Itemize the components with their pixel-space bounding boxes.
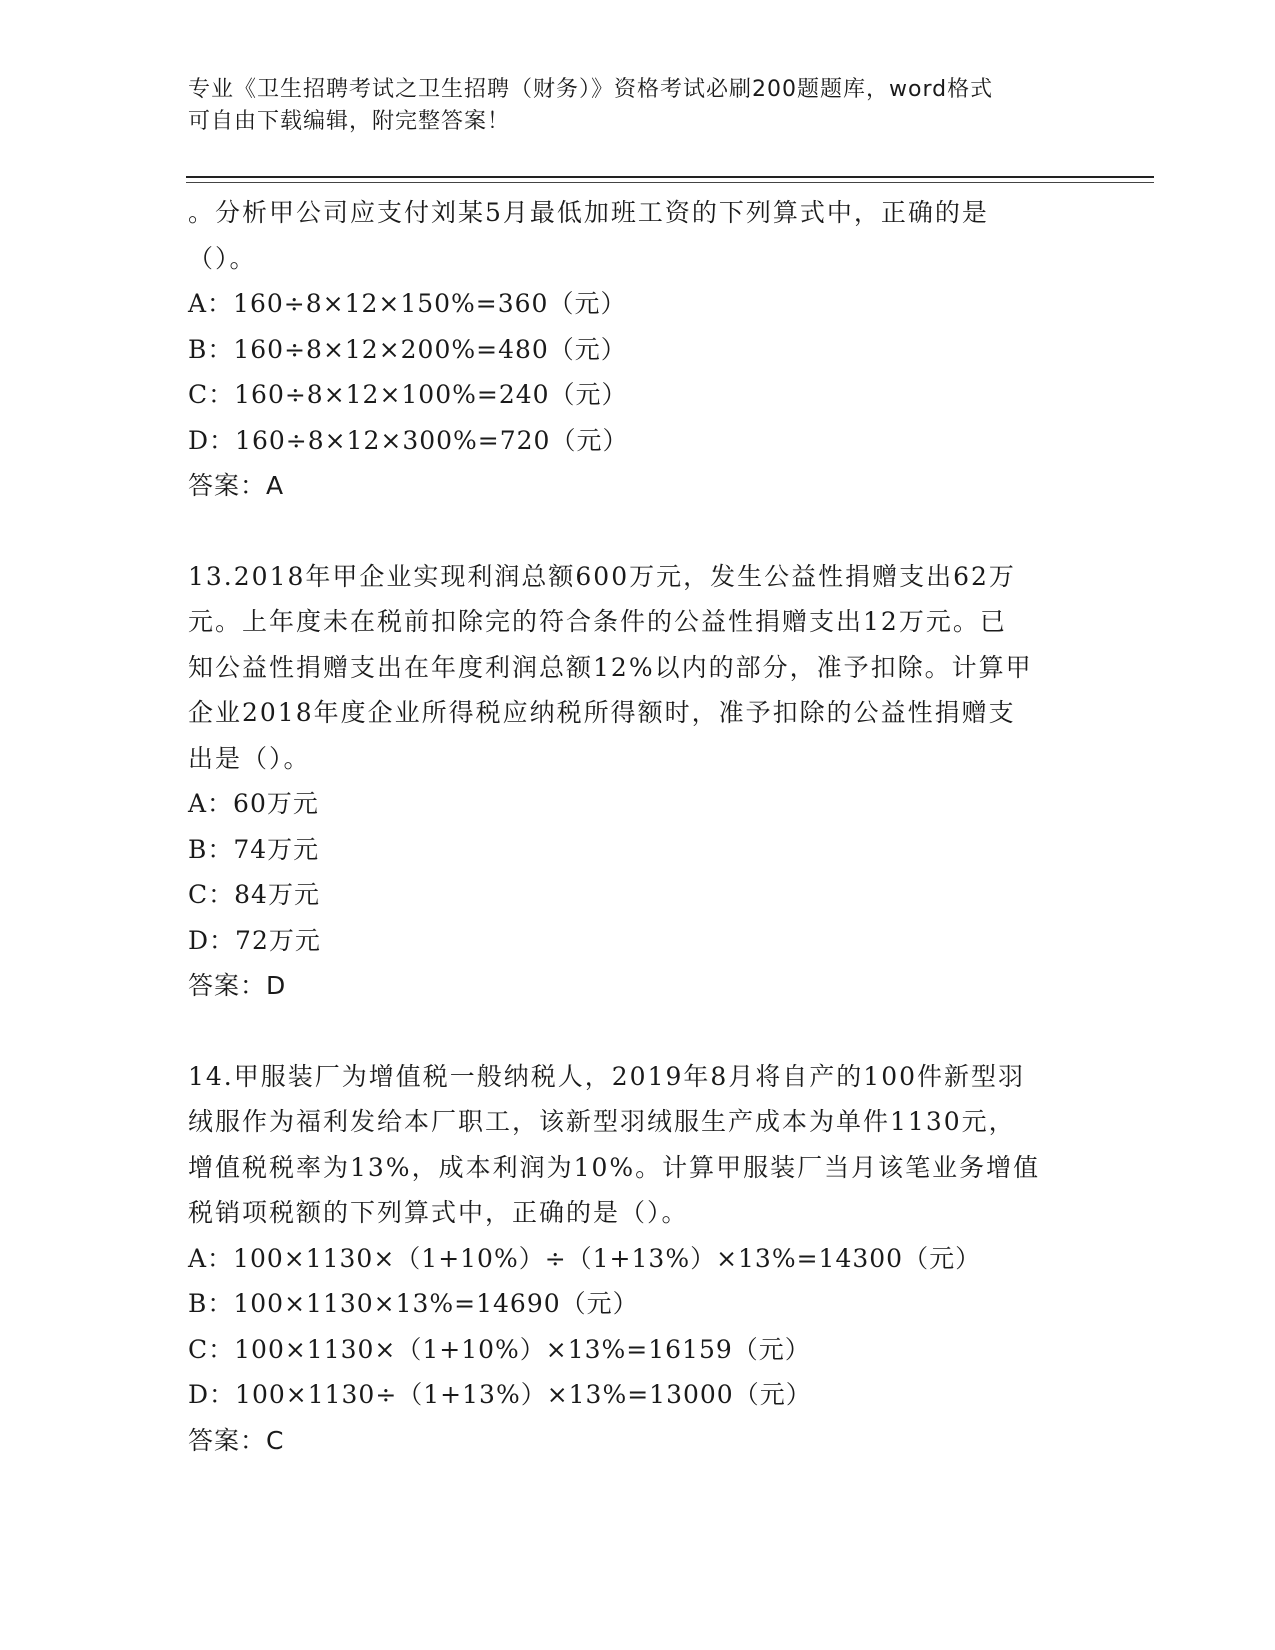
answer: 答案：D	[188, 971, 287, 1000]
question-list	[188, 190, 1088, 1463]
document-header	[188, 74, 1088, 138]
question-stem-line: 出是（）。	[188, 743, 311, 773]
option-a: A：100×1130×（1+10%）÷（1+13%）×13%=14300（元）	[188, 1243, 982, 1273]
question-stem-line: 14.甲服装厂为增值税一般纳税人，2019年8月将自产的100件新型羽	[188, 1061, 1026, 1091]
option-b: B：100×1130×13%=14690（元）	[188, 1289, 639, 1318]
question-stem-line: 。分析甲公司应支付刘某5月最低加班工资的下列算式中，正确的是	[188, 198, 989, 227]
spacer	[188, 509, 1088, 554]
header-line-1: 专业《卫生招聘考试之卫生招聘（财务）》资格考试必刷200题题库，word格式	[188, 77, 994, 102]
option-a: A：160÷8×12×150%=360（元）	[188, 289, 627, 318]
option-d: D：160÷8×12×300%=720（元）	[188, 425, 629, 455]
option-d: D：100×1130÷（1+13%）×13%=13000（元）	[188, 1380, 812, 1409]
question-stem-line: 元。上年度未在税前扣除完的符合条件的公益性捐赠支出12万元。已	[188, 607, 1007, 636]
option-a: A：60万元	[188, 789, 319, 818]
question-stem-line: 13.2018年甲企业实现利润总额600万元，发生公益性捐赠支出62万	[188, 561, 1016, 591]
question-stem-line: 绒服作为福利发给本厂职工，该新型羽绒服生产成本为单件1130元，	[188, 1107, 1016, 1136]
header-divider-thick	[186, 176, 1154, 178]
option-b: B：160÷8×12×200%=480（元）	[188, 334, 627, 364]
option-d: D：72万元	[188, 925, 321, 955]
header-divider-thin	[186, 182, 1154, 183]
option-c: C：100×1130×（1+10%）×13%=16159（元）	[188, 1334, 811, 1364]
option-b: B：74万元	[188, 834, 320, 864]
question-12	[188, 190, 1088, 509]
option-c: C：84万元	[188, 880, 320, 909]
answer: 答案：C	[188, 1425, 285, 1455]
question-stem-line: 增值税税率为13%，成本利润为10%。计算甲服装厂当月该笔业务增值	[188, 1152, 1041, 1182]
question-14	[188, 1054, 1088, 1464]
question-stem-line: 知公益性捐赠支出在年度利润总额12%以内的部分，准予扣除。计算甲	[188, 652, 1033, 682]
header-line-2: 可自由下载编辑，附完整答案！	[188, 109, 511, 134]
question-stem-line: 企业2018年度企业所得税应纳税所得额时，准予扣除的公益性捐赠支	[188, 698, 1016, 727]
question-stem-line: 税销项税额的下列算式中，正确的是（）。	[188, 1198, 689, 1227]
option-c: C：160÷8×12×100%=240（元）	[188, 380, 628, 409]
question-13	[188, 554, 1088, 1009]
answer: 答案：A	[188, 471, 285, 500]
spacer	[188, 1009, 1088, 1054]
question-stem-line: （）。	[188, 243, 257, 273]
